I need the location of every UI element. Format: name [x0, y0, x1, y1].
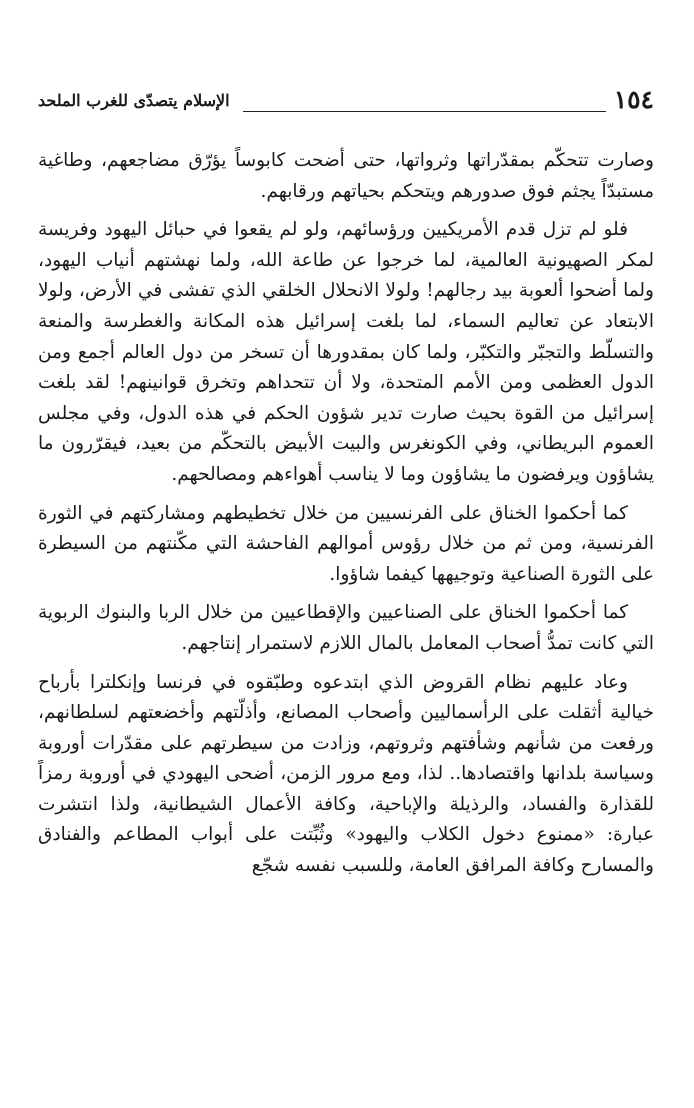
paragraph-5: وعاد عليهم نظام القروض الذي ابتدعوه وطبّقوه في فرنسا وإنكلترا بأرباح خيالية أثقلت على الرأسماليين وأصحاب المصانع، وأذلّتهم وأخضعتهم لسلطانهم، ورفعت من شأنهم وشأفتهم وثروتهم، وزادت من سيطرتهم على مقدّرات أوروبة وسياسة بلدانها واقتصادها.. لذا، ومع مرور الزمن، أضحى اليهودي في أوروبة رمزاً للقذارة والفساد، والرذيلة والإباحية، وكافة الأعمال الشيطانية، ولذا انتشرت عبارة: «ممنوع دخول الكلاب واليهود» وثُبِّتت على أبواب المطاعم والفنادق والمسارح وكافة المرافق العامة، وللسبب نفسه شجّع — [38, 671, 654, 877]
book-title: الإسلام يتصدّى للغرب الملحد — [38, 91, 230, 110]
header-rule — [243, 111, 606, 112]
body-text — [38, 146, 654, 882]
paragraph-1: وصارت تتحكّم بمقدّراتها وثرواتها، حتى أضحت كابوساً يؤرّق مضاجعهم، وطاغية مستبدّاً يجثم فوق صدورهم ويتحكم بحياتهم ورقابهم. — [38, 150, 654, 202]
page-header — [38, 78, 654, 118]
page-number: ١٥٤ — [613, 85, 654, 114]
book-page — [38, 78, 654, 890]
paragraph-4: كما أحكموا الخناق على الصناعيين والإقطاعيين من خلال الربا والبنوك الربوية التي كانت تمدُّ أصحاب المعامل بالمال اللازم لاستمرار إنتاجهم. — [38, 602, 654, 654]
paragraph-2: فلو لم تزل قدم الأمريكيين ورؤسائهم، ولو لم يقعوا في حبائل اليهود وفريسة لمكر الصهيونية العالمية، لما خرجوا عن طاعة الله، ولما نهشتهم أنياب اليهود، ولما أضحوا ألعوبة بيد رجالهم! ولولا الانحلال الخلقي الذي تفشى في الأرض، ولولا الابتعاد عن تعاليم السماء، لما بلغت إسرائيل هذه المكانة والغطرسة والمنعة والتسلّط والتجبّر والتكبّر، ولما كان بمقدورها أن تسخر من دول العالم أجمع ومن الدول العظمى ومن الأمم المتحدة، ولا أن تتحداهم وتخرق قوانينهم! لقد بلغت إسرائيل من القوة بحيث صارت تدير شؤون الحكم في هذه الدول، وفي مجلس العموم البريطاني، وفي الكونغرس والبيت الأبيض بالتحكّم من بعيد، فيقرّرون ما يشاؤون ويرفضون ما يشاؤون وما لا يناسب أهواءهم ومصالحهم. — [38, 219, 654, 485]
paragraph-3: كما أحكموا الخناق على الفرنسيين من خلال تخطيطهم ومشاركتهم في الثورة الفرنسية، ومن ثم من خلال رؤوس أموالهم الفاحشة التي مكّنتهم من السيطرة على الثورة الصناعية وتوجيهها كيفما شاؤوا. — [38, 502, 654, 585]
